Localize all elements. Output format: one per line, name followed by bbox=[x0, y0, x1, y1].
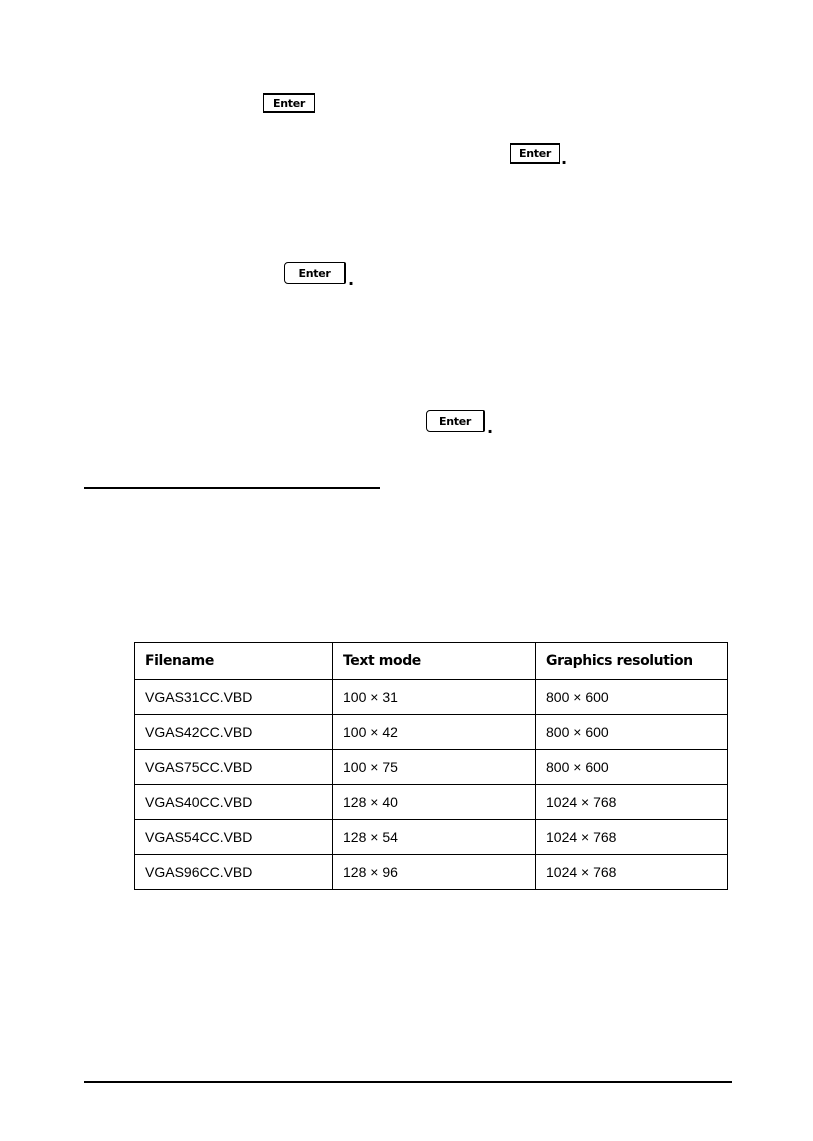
header-filename: Filename bbox=[135, 643, 333, 680]
table-row bbox=[135, 750, 728, 785]
table-row bbox=[135, 820, 728, 855]
cell-filename: VGAS40CC.VBD bbox=[135, 785, 333, 820]
cell-text-mode: 100 × 42 bbox=[333, 715, 536, 750]
cell-graphics-resolution: 1024 × 768 bbox=[536, 785, 728, 820]
cell-text-mode: 100 × 31 bbox=[333, 680, 536, 715]
table-header-row bbox=[135, 643, 728, 680]
period: . bbox=[561, 149, 568, 168]
enter-key-label: Enter bbox=[298, 266, 331, 280]
table-row bbox=[135, 715, 728, 750]
enter-key-label: Enter bbox=[519, 147, 551, 160]
driver-files-table bbox=[134, 642, 728, 890]
cell-text-mode: 100 × 75 bbox=[333, 750, 536, 785]
table-row bbox=[135, 855, 728, 890]
footer-rule bbox=[84, 1081, 732, 1083]
enter-key-label: Enter bbox=[439, 414, 471, 428]
cell-graphics-resolution: 800 × 600 bbox=[536, 750, 728, 785]
table-row bbox=[135, 785, 728, 820]
enter-key-icon bbox=[284, 262, 346, 284]
cell-filename: VGAS54CC.VBD bbox=[135, 820, 333, 855]
enter-key-label: Enter bbox=[273, 96, 305, 110]
table-row bbox=[135, 680, 728, 715]
cell-text-mode: 128 × 54 bbox=[333, 820, 536, 855]
cell-filename: VGAS42CC.VBD bbox=[135, 715, 333, 750]
cell-text-mode: 128 × 96 bbox=[333, 855, 536, 890]
cell-graphics-resolution: 800 × 600 bbox=[536, 715, 728, 750]
period: . bbox=[487, 418, 494, 437]
cell-filename: VGAS96CC.VBD bbox=[135, 855, 333, 890]
enter-key-icon bbox=[426, 410, 485, 432]
cell-text-mode: 128 × 40 bbox=[333, 785, 536, 820]
period: . bbox=[348, 270, 355, 289]
header-text-mode: Text mode bbox=[333, 643, 536, 680]
cell-filename: VGAS31CC.VBD bbox=[135, 680, 333, 715]
enter-key-icon bbox=[510, 143, 560, 164]
cell-graphics-resolution: 800 × 600 bbox=[536, 680, 728, 715]
cell-filename: VGAS75CC.VBD bbox=[135, 750, 333, 785]
cell-graphics-resolution: 1024 × 768 bbox=[536, 855, 728, 890]
cell-graphics-resolution: 1024 × 768 bbox=[536, 820, 728, 855]
section-divider bbox=[84, 487, 380, 489]
header-graphics-resolution: Graphics resolution bbox=[536, 643, 728, 680]
enter-key-icon bbox=[263, 93, 315, 113]
